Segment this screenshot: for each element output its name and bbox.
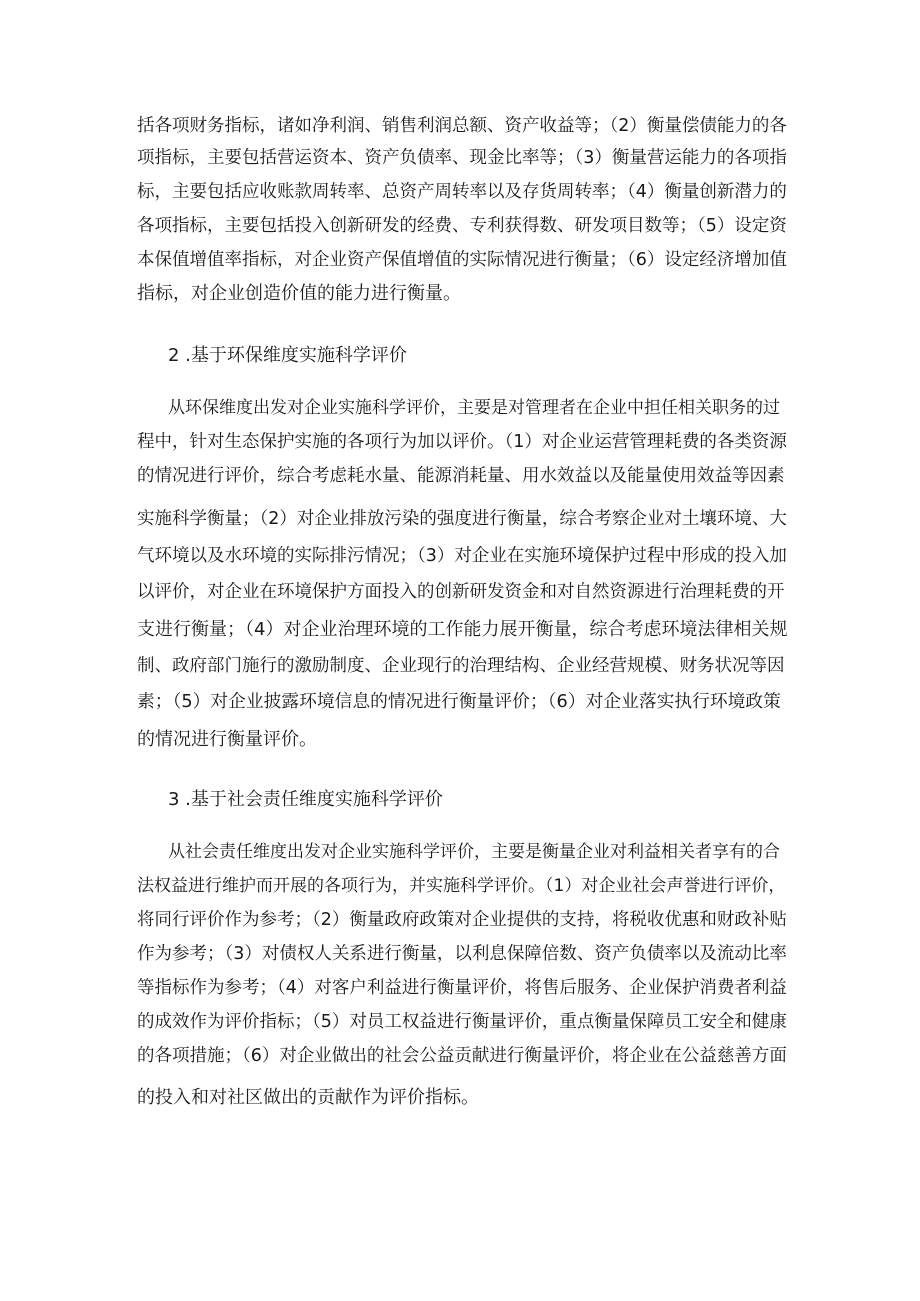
body-line: 实施科学衡量；（2）对企业排放污染的强度进行衡量，综合考察企业对土壤环境、大 — [137, 509, 787, 529]
body-line: 的投入和对社区做出的贡献作为评价指标。 — [137, 1087, 479, 1108]
section-heading: 3 .基于社会责任维度实施科学评价 — [168, 789, 443, 810]
body-line: 制、政府部门施行的激励制度、企业现行的治理结构、企业经营规模、财务状况等因 — [137, 656, 785, 676]
body-line: 指标，对企业创造价值的能力进行衡量。 — [137, 283, 461, 304]
body-line: 从社会责任维度出发对企业实施科学评价，主要是衡量企业对利益相关者享有的合 — [168, 842, 780, 862]
body-line: 素；（5）对企业披露环境信息的情况进行衡量评价；（6）对企业落实执行环境政策 — [137, 692, 781, 712]
body-line: 以评价，对企业在环境保护方面投入的创新研发资金和对自然资源进行治理耗费的开 — [137, 582, 785, 602]
body-line: 项指标，主要包括营运资本、资产负债率、现金比率等；（3）衡量营运能力的各项指 — [137, 148, 787, 168]
body-line: 支进行衡量；（4）对企业治理环境的工作能力展开衡量，综合考虑环境法律相关规 — [137, 619, 788, 640]
body-line: 括各项财务指标，诸如净利润、销售利润总额、资产收益等；（2）衡量偿债能力的各 — [137, 116, 787, 136]
body-line: 的情况进行衡量评价。 — [137, 729, 317, 750]
body-line: 的各项措施；（6）对企业做出的社会公益贡献进行衡量评价，将企业在公益慈善方面 — [137, 1046, 787, 1066]
body-line: 将同行评价作为参考；（2）衡量政府政策对企业提供的支持，将税收优惠和财政补贴 — [137, 910, 787, 930]
body-line: 的成效作为评价指标；（5）对员工权益进行衡量评价，重点衡量保障员工安全和健康 — [137, 1012, 787, 1032]
body-line: 气环境以及水环境的实际排污情况；（3）对企业在实施环境保护过程中形成的投入加 — [137, 546, 787, 566]
section-heading: 2 .基于环保维度实施科学评价 — [168, 345, 407, 366]
body-line: 从环保维度出发对企业实施科学评价，主要是对管理者在企业中担任相关职务的过 — [168, 398, 780, 418]
body-line: 各项指标，主要包括投入创新研发的经费、专利获得数、研发项目数等；（5）设定资 — [137, 216, 787, 236]
body-line: 法权益进行维护而开展的各项行为，并实施科学评价。（1）对企业社会声誉进行评价， — [137, 876, 786, 896]
body-line: 的情况进行评价，综合考虑耗水量、能源消耗量、用水效益以及能量使用效益等因素 — [137, 466, 785, 486]
body-line: 本保值增值率指标，对企业资产保值增值的实际情况进行衡量；（6）设定经济增加值 — [137, 250, 787, 270]
body-line: 程中，针对生态保护实施的各项行为加以评价。（1）对企业运营管理耗费的各类资源 — [137, 432, 787, 452]
body-line: 作为参考；（3）对债权人关系进行衡量，以利息保障倍数、资产负债率以及流动比率 — [137, 944, 787, 964]
body-line: 等指标作为参考；（4）对客户利益进行衡量评价，将售后服务、企业保护消费者利益 — [137, 978, 787, 998]
body-line: 标，主要包括应收账款周转率、总资产周转率以及存货周转率；（4）衡量创新潜力的 — [137, 182, 787, 202]
